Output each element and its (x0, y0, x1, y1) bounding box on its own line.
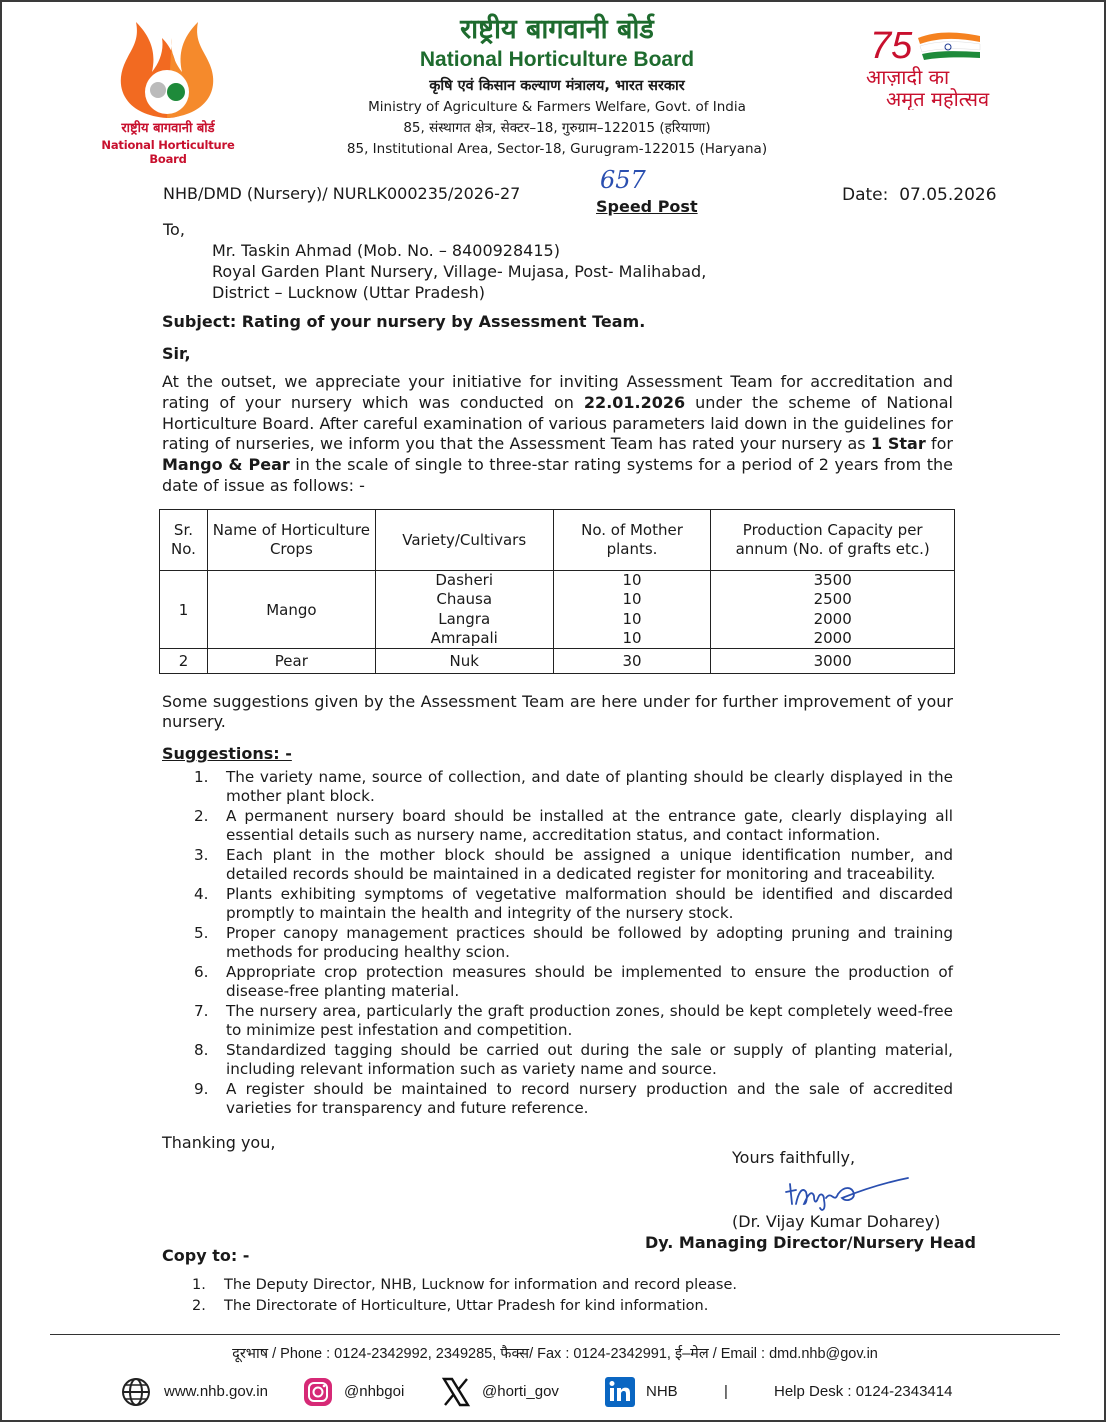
col-header: Sr. No. (160, 510, 208, 571)
table-row (160, 571, 955, 649)
signatory-designation: Dy. Managing Director/Nursery Head (645, 1233, 976, 1252)
addressee-line: Mr. Taskin Ahmad (Mob. No. – 8400928415) (212, 241, 560, 260)
footer-linkedin[interactable]: NHB (646, 1383, 678, 1400)
copy-to-list (162, 1275, 737, 1317)
col-header: Variety/Cultivars (375, 510, 553, 571)
org-title-hindi: राष्ट्रीय बागवानी बोर्ड (460, 14, 654, 45)
list-item: 2. A permanent nursery board should be installed at the entrance gate, clearly displaying all essential details such as nursery name, accreditation status, and contact information. (194, 807, 953, 845)
footer-separator: | (724, 1383, 728, 1400)
cell-mother-plants: 10 10 10 10 (553, 571, 711, 649)
footer-contact: दूरभाष / Phone : 0124-2342992, 2349285, फैक्स/ Fax : 0124-2342991, ई–मेल / Email : dmd.nhb@gov.in (232, 1346, 878, 1362)
cell-capacity: 3000 (711, 649, 955, 674)
address-hindi: 85, संस्थागत क्षेत्र, सेक्टर–18, गुरुग्राम–122015 (हरियाणा) (403, 120, 711, 136)
suggestions-list (162, 768, 953, 1119)
footer-divider (50, 1334, 1060, 1335)
suggestions-heading: Suggestions: - (162, 744, 292, 763)
dispatch-mode: Speed Post (596, 197, 698, 216)
subject-line: Subject: Rating of your nursery by Assessment Team. (162, 312, 646, 331)
cell-crop: Mango (207, 571, 375, 649)
linkedin-icon (604, 1376, 636, 1408)
org-title-english: National Horticulture Board (419, 48, 695, 71)
yours-faithfully: Yours faithfully, (732, 1148, 856, 1167)
footer-website[interactable]: www.nhb.gov.in (164, 1383, 268, 1400)
thanking-you: Thanking you, (162, 1133, 276, 1152)
svg-text:अमृत महोत्सव: अमृत महोत्सव (886, 87, 990, 110)
cell-sr: 1 (160, 571, 208, 649)
body-paragraph: At the outset, we appreciate your initiative for inviting Assessment Team for accreditation and rating of your nursery which was conducted on 22.01.2026 under the scheme of National Horticulture Board. After careful examination of various parameters laid down in the guidelines for rating of nurseries, we inform you that the Assessment Team has rated your nursery as 1 Star for Mango & Pear in the scale of single to three-star rating systems for a period of 2 years from the date of issue as follows: - (162, 372, 954, 495)
list-item: 3. Each plant in the mother block should be assigned a unique identification number, and detailed records should be maintained in a dedicated register for monitoring and traceability. (194, 846, 953, 884)
list-item: 4. Plants exhibiting symptoms of vegetative malformation should be identified and discarded promptly to maintain the health and integrity of the nursery stock. (194, 885, 953, 923)
cell-mother-plants: 30 (553, 649, 711, 674)
letter-date: Date: 07.05.2026 (842, 185, 997, 205)
to-label: To, (163, 220, 185, 239)
list-item: 1. The variety name, source of collection, and date of planting should be clearly displayed in the mother plant block. (194, 768, 953, 806)
list-item: 2. The Directorate of Horticulture, Uttar Pradesh for kind information. (192, 1298, 709, 1314)
col-header: Production Capacity per annum (No. of grafts etc.) (711, 510, 955, 571)
addressee-line: District – Lucknow (Uttar Pradesh) (212, 283, 486, 302)
salutation: Sir, (162, 344, 191, 363)
footer-instagram[interactable]: @nhbgoi (344, 1383, 405, 1400)
cell-crop: Pear (207, 649, 375, 674)
cell-varieties: Nuk (375, 649, 553, 674)
list-item: 5. Proper canopy management practices should be followed by adopting pruning and training methods for producing healthy scion. (194, 924, 953, 962)
copy-to-heading: Copy to: - (162, 1246, 250, 1265)
globe-icon (120, 1376, 152, 1408)
ministry-hindi: कृषि एवं किसान कल्याण मंत्रालय, भारत सरकार (429, 78, 685, 94)
list-item: 7. The nursery area, particularly the graft production zones, should be kept completely weed-free to minimize pest infestation and competition. (194, 1002, 953, 1040)
table-row (160, 649, 955, 674)
azadi-ka-amrit-mahotsav-75-logo-icon (860, 20, 990, 110)
x-twitter-icon (440, 1376, 472, 1408)
instagram-icon (302, 1376, 334, 1408)
list-item: 1. The Deputy Director, NHB, Lucknow for information and record please. (192, 1277, 738, 1293)
cell-varieties: Dasheri Chausa Langra Amrapali (375, 571, 553, 649)
letterhead (332, 14, 782, 160)
handwritten-dispatch-number: 657 (600, 166, 646, 194)
reference-number: NHB/DMD (Nursery)/ NURLK000235/2026-27 (163, 184, 521, 203)
col-header: No. of Mother plants. (553, 510, 711, 571)
list-item: 9. A register should be maintained to record nursery production and the sale of accredited varieties for transparency and future reference. (194, 1080, 953, 1118)
rating-table (159, 509, 955, 674)
list-item: 6. Appropriate crop protection measures should be implemented to ensure the production of disease-free planting material. (194, 963, 953, 1001)
nhb-flame-logo-icon (102, 20, 232, 120)
table-header-row (160, 510, 955, 571)
date-value: 07.05.2026 (899, 185, 997, 205)
list-item: 8. Standardized tagging should be carried out during the sale or supply of planting material, including relevant information such as variety name and source. (194, 1041, 953, 1079)
logo-caption-english: National Horticulture Board (101, 138, 235, 166)
suggestions-intro: Some suggestions given by the Assessment Team are here under for further improvement of your nursery. (162, 692, 953, 731)
star-rating: 1 Star (870, 434, 926, 454)
col-header: Name of Horticulture Crops (207, 510, 375, 571)
ministry-english: Ministry of Agriculture & Farmers Welfare, Govt. of India (368, 99, 746, 115)
assessment-date: 22.01.2026 (583, 392, 686, 412)
address-english: 85, Institutional Area, Sector-18, Gurugram-122015 (Haryana) (346, 141, 768, 157)
svg-text:75: 75 (870, 25, 913, 67)
cell-capacity: 3500 2500 2000 2000 (711, 571, 955, 649)
footer-helpdesk: Help Desk : 0124-2343414 (774, 1383, 953, 1400)
logo-caption-hindi: राष्ट्रीय बागवानी बोर्ड (121, 121, 215, 136)
cell-sr: 2 (160, 649, 208, 674)
addressee-block (212, 240, 706, 303)
handwritten-signature-icon (782, 1164, 912, 1214)
signatory-name: (Dr. Vijay Kumar Doharey) (732, 1212, 941, 1231)
footer-x-handle[interactable]: @horti_gov (482, 1383, 559, 1400)
svg-text:आज़ादी का: आज़ादी का (866, 65, 950, 89)
rated-crops: Mango & Pear (162, 455, 290, 475)
addressee-line: Royal Garden Plant Nursery, Village- Mujasa, Post- Malihabad, (212, 262, 707, 281)
